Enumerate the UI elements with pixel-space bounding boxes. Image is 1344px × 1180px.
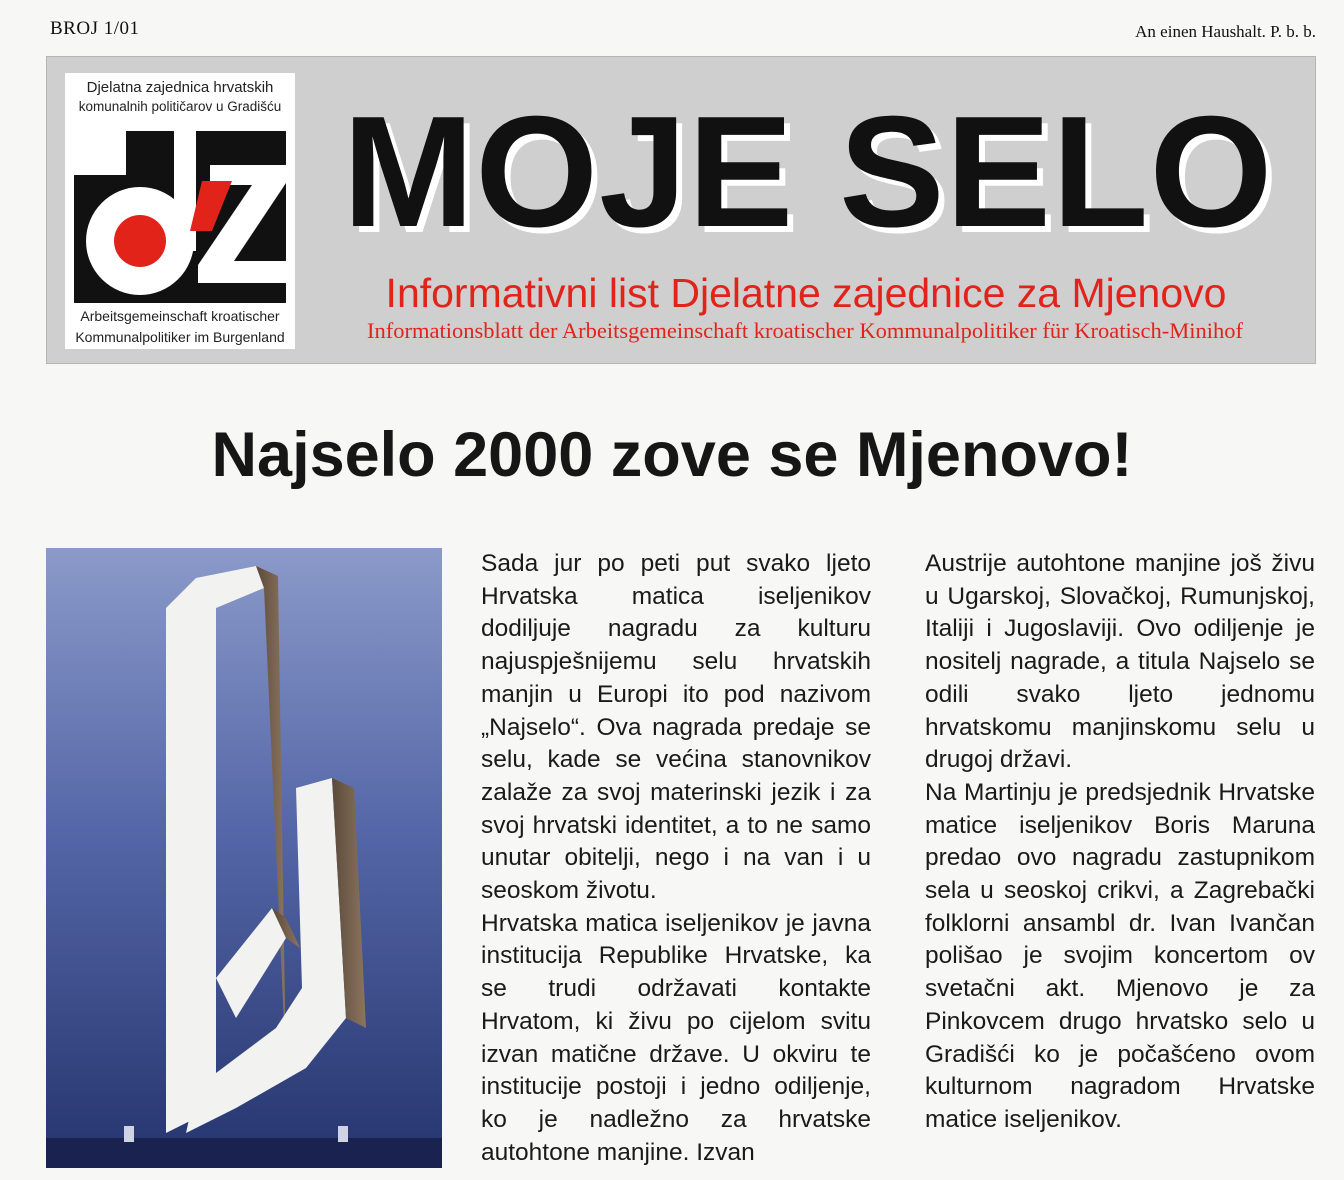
postal-notice: An einen Haushalt. P. b. b. — [1135, 22, 1316, 41]
article-column-2 — [925, 548, 1315, 1137]
logo-caption-croatian — [65, 78, 295, 116]
sculpture-image — [46, 548, 442, 1168]
organization-logo — [65, 73, 295, 349]
logo-caption-line: komunalnih političarov u Gradišću — [78, 99, 282, 114]
article-column-1 — [481, 548, 871, 1169]
newspaper-title: MOJE SELO — [342, 84, 1274, 260]
article-headline: Najselo 2000 zove se Mjenovo! — [211, 420, 1133, 490]
article-paragraph: Sada jur po peti put svako ljeto Hrvatska matica iseljenikov dodiljuje nagradu za kulturu najuspješnijemu selu hrvatskih manjin u Europi ito pod nazivom „Najselo“. Ova nagrada predaje se selu, kade se većina stanovnikov zalaže za svoj materinski jezik i za svoj hrvatski identitet, a to ne samo unutar obitelji, nego i na van i u seoskom životu. — [481, 550, 871, 905]
logo-caption-line: Djelatna zajednica hrvatskih — [86, 79, 274, 96]
award-sculpture-photo — [46, 548, 442, 1168]
subtitle-german: Informationsblatt der Arbeitsgemeinschaft kroatischer Kommunalpolitiker für Kroatisch-Minihof — [366, 318, 1244, 343]
djz-logo-icon — [74, 123, 286, 303]
logo-caption-line: Kommunalpolitiker im Burgenland — [75, 329, 285, 345]
top-line — [50, 18, 1316, 46]
issue-number: BROJ 1/01 — [50, 18, 140, 39]
logo-caption-line: Arbeitsgemeinschaft kroatischer — [80, 308, 280, 324]
article-paragraph: Hrvatska matica iseljenikov je javna institucija Republike Hrvatske, ka se trudi održavati kontakte Hrvatom, ki živu po cijelom svitu izvan matične države. U okviru te institucije postoji i jedno odiljenje, ko je nadležno za hrvatske autohtone manjine. Izvan — [481, 909, 871, 1166]
masthead — [46, 56, 1316, 364]
article-paragraph: Na Martinju je predsjednik Hrvatske matice iseljenikov Boris Maruna predao ovo nagradu zastupnikom sela u seoskoj crikvi, a Zagrebački folklorni ansambl dr. Ivan Ivančan polišao je svojim koncertom ov svetačni akt. Mjenovo je za Pinkovcem drugo hrvatsko selo u Gradišći ko je počašćeno ovom kulturnom nagradom Hrvatske matice iseljenikov. — [925, 778, 1315, 1133]
logo-caption-german — [65, 306, 295, 348]
subtitle-croatian: Informativni list Djelatne zajednice za Mjenovo — [385, 270, 1227, 316]
article-paragraph: Austrije autohtone manjine još živu u Ugarskoj, Slovačkoj, Rumunjskoj, Italiji i Jugoslaviji. Ovo odiljenje je nositelj nagrade, a titula Najselo se odili svako ljeto jednomu hrvatskomu manjinskomu selu u drugoj državi. — [925, 550, 1315, 774]
